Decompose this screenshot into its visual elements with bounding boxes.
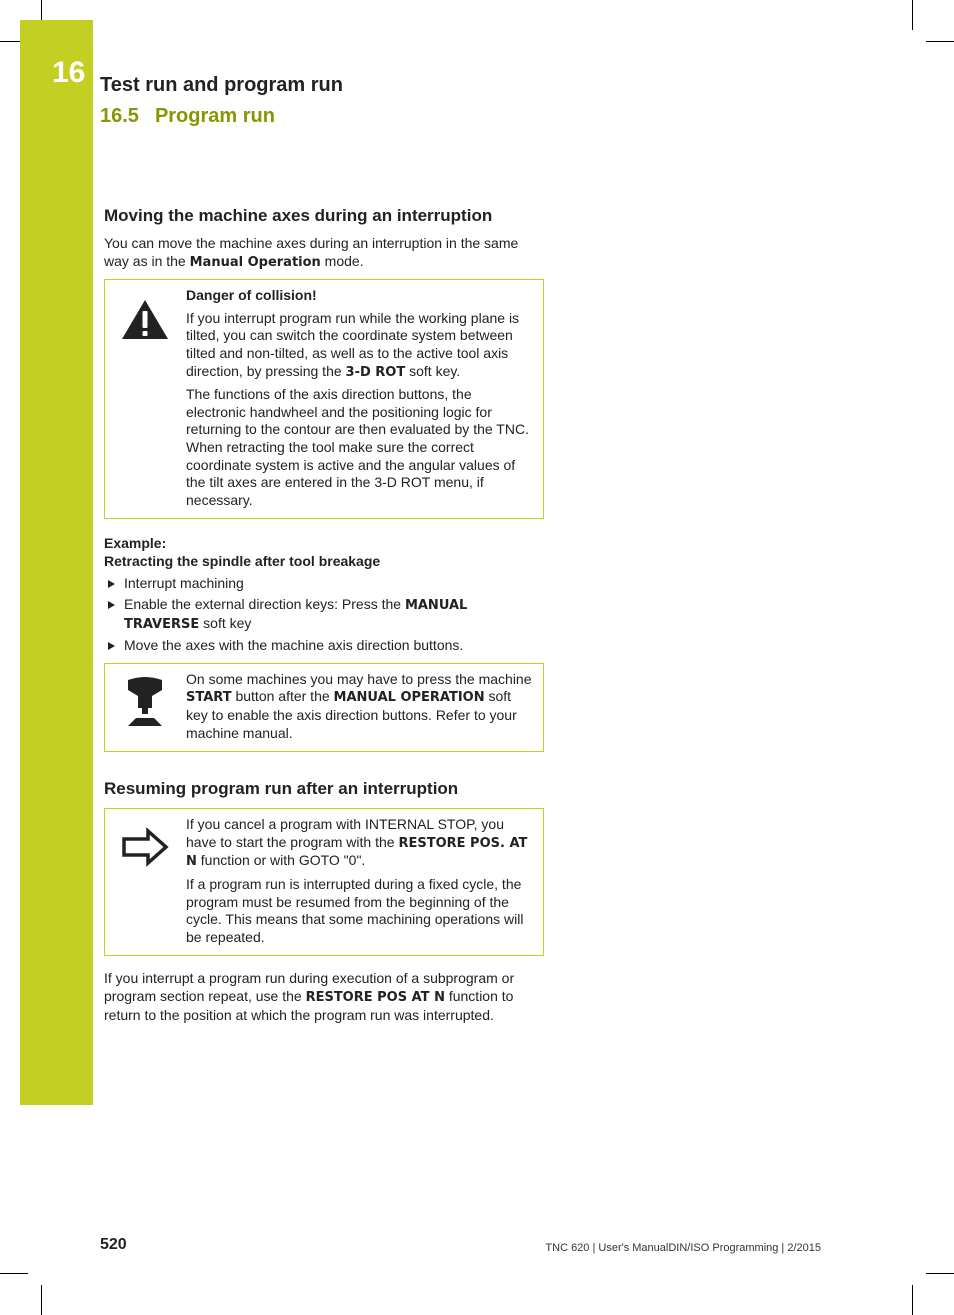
page-number: 520: [100, 1236, 127, 1253]
warning-paragraph-1: If you interrupt program run while the working plane is tilted, you can switch the coordinate system between tilted and non-tilted, as well as to the active tool axis direction, by pressing the 3-D ROT soft key.: [186, 309, 520, 380]
machine-note-box: [104, 663, 544, 752]
crop-mark: [41, 1285, 42, 1315]
crop-mark: [912, 0, 913, 30]
manual-traverse-key: MANUAL TRAVERSE: [124, 598, 468, 632]
crop-mark: [0, 41, 20, 42]
restore-pos-key: RESTORE POS. AT N: [186, 835, 528, 870]
list-item: Move the axes with the machine axis direction buttons.: [104, 637, 544, 655]
info-paragraph-2: If a program run is interrupted during a fixed cycle, the program must be resumed from the beginning of the cycle. This means that some machining operations will be repeated.: [186, 876, 524, 945]
example-label: Example:: [104, 535, 167, 552]
crop-mark: [926, 1273, 954, 1274]
list-item: Interrupt machining: [104, 575, 544, 593]
section-title-text: Program run: [154, 105, 275, 127]
example-title: Retracting the spindle after tool breakage: [104, 552, 381, 569]
chapter-title: Test run and program run: [100, 74, 343, 96]
crop-mark: [926, 41, 954, 42]
manual-operation-key: MANUAL OPERATION: [333, 690, 485, 706]
info-paragraph-1: If you cancel a program with INTERNAL STOP, you have to start the program with the RESTORE POS. AT N function or with GOTO "0".: [186, 816, 528, 870]
warning-title: Danger of collision!: [186, 287, 317, 304]
section-number: 16.5: [100, 105, 139, 127]
bullet-triangle-icon: [108, 642, 115, 650]
arrow-right-icon: [118, 821, 172, 875]
chapter-sidebar: [20, 20, 93, 1105]
warning-paragraph-2: The functions of the axis direction buttons, the electronic handwheel and the positioning logic for returning to the contour are then evaluated by the TNC. When retracting the tool make sure the correct coordinate system is active and the angular values of the tilt axes are entered in the 3-D ROT menu, if necessary.: [186, 386, 529, 508]
crop-mark: [0, 1273, 28, 1274]
final-paragraph: If you interrupt a program run during execution of a subprogram or program section repeat, use the RESTORE POS AT N function to return to the position at which the program run was interrupted.: [104, 970, 515, 1023]
section-title: [100, 103, 275, 129]
intro-paragraph: You can move the machine axes during an interruption in the same way as in the Manual Operation mode.: [104, 235, 519, 270]
list-item: Enable the external direction keys: Press the MANUAL TRAVERSE soft key: [104, 596, 544, 633]
machine-note-text: On some machines you may have to press the machine START button after the MANUAL OPERATION soft key to enable the axis direction buttons. Refer to your machine manual.: [186, 670, 532, 741]
crop-mark: [912, 1285, 913, 1315]
info-box: [104, 808, 544, 956]
bullet-triangle-icon: [108, 580, 115, 588]
warning-box: [104, 279, 544, 519]
footer-text: TNC 620 | User's ManualDIN/ISO Programming | 2/2015: [545, 1242, 821, 1254]
section-heading-resuming: Resuming program run after an interruption: [104, 779, 459, 799]
restore-pos-key: RESTORE POS AT N: [305, 990, 445, 1005]
example-heading: [104, 535, 544, 570]
machine-spindle-icon: [118, 676, 172, 730]
manual-operation-key: Manual Operation: [189, 254, 321, 270]
chapter-number: 16: [52, 56, 86, 89]
crop-mark: [41, 0, 42, 20]
bullet-triangle-icon: [108, 601, 115, 609]
warning-triangle-icon: [118, 292, 172, 346]
3d-rot-key: 3-D ROT: [345, 364, 406, 380]
example-steps: [104, 575, 544, 655]
section-heading-moving-axes: Moving the machine axes during an interruption: [104, 206, 493, 225]
start-key: START: [186, 690, 232, 706]
page-content: [104, 205, 544, 1024]
